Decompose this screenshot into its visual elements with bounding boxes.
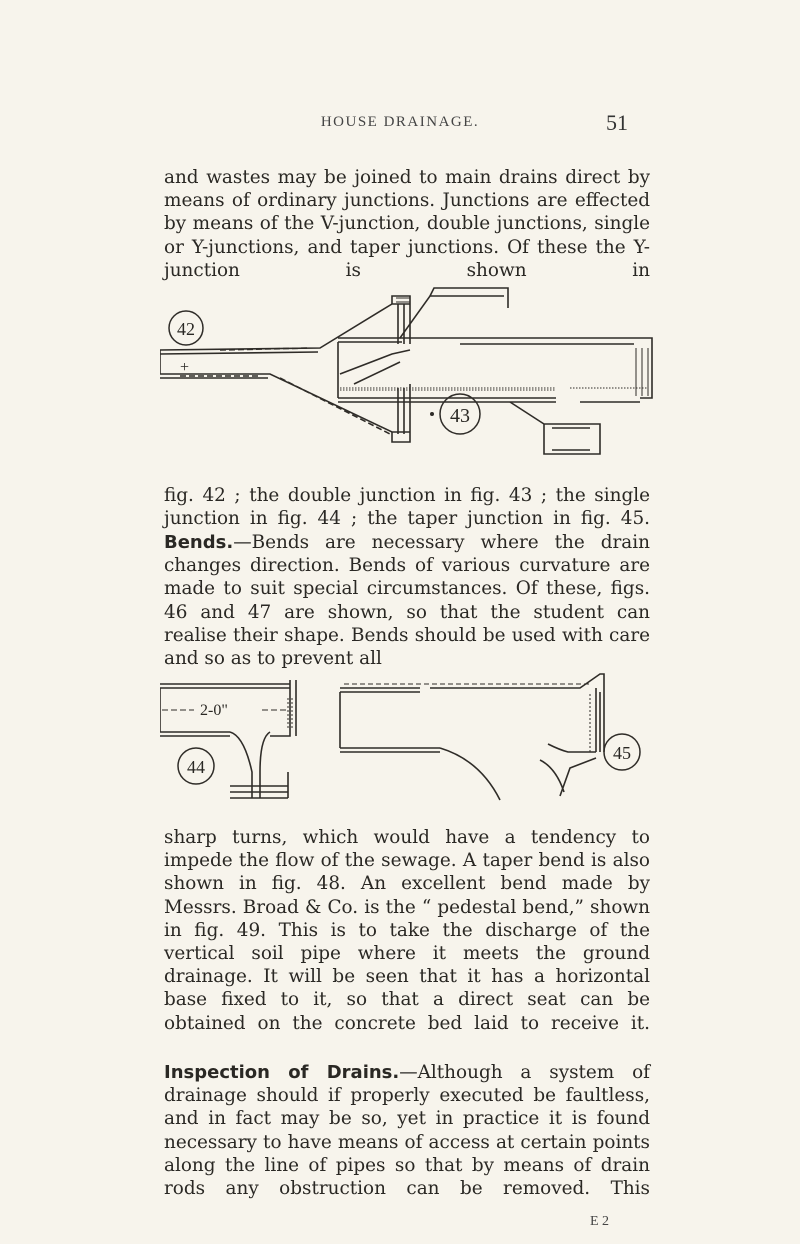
fig-42-y-junction — [160, 296, 410, 442]
paragraph-inspection — [164, 1061, 650, 1200]
paragraph-junctions: and wastes may be joined to main drains direct by means of ordinary junctions. Junctions are effected by means of the V-junction, double junctions, single or Y-junctions, and taper junctions. Of these the Y-junction is shown in — [164, 167, 650, 281]
fig-44-dimension: 2-0" — [200, 702, 228, 719]
fig-44-bend — [160, 680, 296, 798]
paragraph-sharp-turns: sharp turns, which would have a tendency to impede the flow of the sewage. A taper bend is also shown in fig. 48. An excellent bend made by Messrs. Broad & Co. is the “ pedestal bend,” shown in fig. 49. This is to take the discharge of the vertical soil pipe where it meets the ground drainage. It will be seen that it has a horizontal base fixed to it, so that a direct seat can be obtained on the concrete bed laid to receive it. — [164, 827, 650, 1034]
fig-44-label: 44 — [187, 757, 205, 777]
heading-bends: Bends. — [164, 532, 234, 553]
fig-45-taper-bend — [340, 674, 604, 800]
inspection-text: —Although a system of drainage should if properly executed be faultless, and in fact may be so, yet in practice it is found necessary to have means of access at certain points along the line of pipes so that by means of drain rods any obstruction can be removed. This — [164, 1062, 650, 1200]
fig-42-flow-arrow: + — [180, 359, 190, 376]
heading-inspection: Inspection of Drains. — [164, 1062, 400, 1083]
paragraph-figure-references: fig. 42 ; the double junction in fig. 43 ; the single junction in fig. 44 ; the taper junction in fig. 45. — [164, 485, 650, 530]
page-number: 51 — [606, 110, 628, 135]
signature-mark: E 2 — [590, 1214, 610, 1229]
figure-junctions-42-43 — [160, 284, 660, 462]
running-head: HOUSE DRAINAGE. — [320, 114, 480, 130]
figure-bends-44-45 — [160, 668, 660, 808]
paragraph-bends — [164, 531, 650, 670]
fig-42-label: 42 — [177, 319, 195, 339]
fig-43-label: 43 — [450, 405, 470, 427]
fig-45-label: 45 — [613, 743, 631, 763]
bends-text: —Bends are necessary where the drain changes direction. Bends of various curvature are made to suit special circumstances. Of these, figs. 46 and 47 are shown, so that the student can realise their shape. Bends should be used with care and so as to prevent all — [164, 532, 650, 670]
